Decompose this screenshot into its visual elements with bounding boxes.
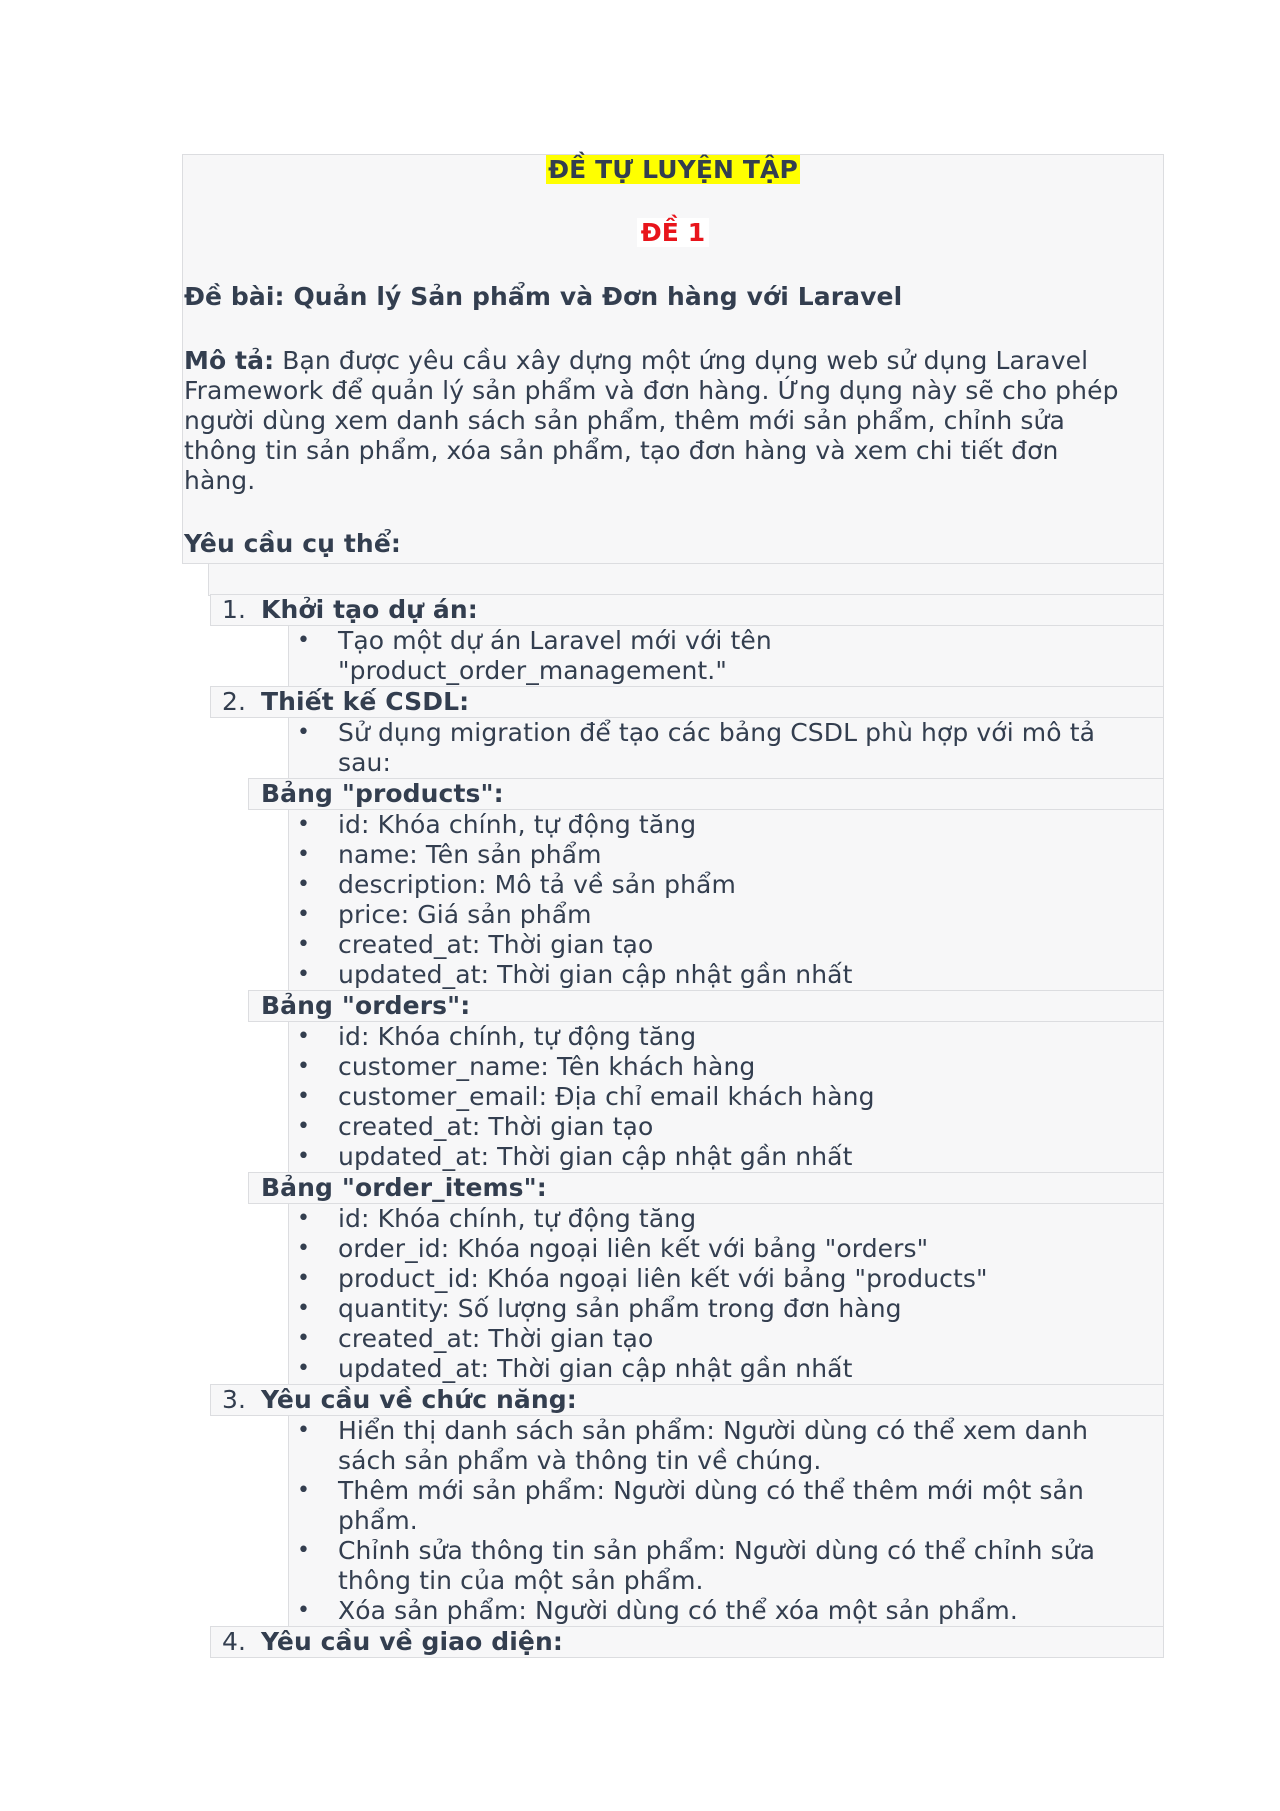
bullet-marker: • <box>297 1356 310 1381</box>
section-2-title: Thiết kế CSDL: <box>261 687 470 716</box>
products-field-5: created_at: Thời gian tạo <box>338 930 654 959</box>
description-line-4: thông tin sản phẩm, xóa sản phẩm, tạo đơn hàng và xem chi tiết đơn <box>184 436 1059 465</box>
bullet-marker: • <box>297 1236 310 1261</box>
doc-subtitle-text: ĐỀ 1 <box>637 218 710 247</box>
section-2-bullet-1-line-1: Sử dụng migration để tạo các bảng CSDL phù hợp với mô tả <box>338 718 1096 747</box>
bullet-marker: • <box>297 1084 310 1109</box>
order-items-field-3: product_id: Khóa ngoại liên kết với bảng "products" <box>338 1264 988 1293</box>
section-3-bullet-1-line-2: sách sản phẩm và thông tin về chúng. <box>338 1446 822 1475</box>
bullet-marker: • <box>297 1598 310 1623</box>
section-2-number: 2. <box>222 687 247 716</box>
bullet-marker: • <box>297 1538 310 1563</box>
description-line-5: hàng. <box>184 466 256 495</box>
orders-field-1: id: Khóa chính, tự động tăng <box>338 1022 697 1051</box>
bullet-marker: • <box>297 932 310 957</box>
orders-field-4: created_at: Thời gian tạo <box>338 1112 654 1141</box>
doc-title <box>182 155 1164 185</box>
description-label: Mô tả: <box>184 346 275 375</box>
bullet-marker: • <box>297 842 310 867</box>
section-3-bullet-1-line-1: Hiển thị danh sách sản phẩm: Người dùng có thể xem danh <box>338 1416 1089 1445</box>
section-4-title: Yêu cầu về giao diện: <box>261 1627 563 1656</box>
section-1-title: Khởi tạo dự án: <box>261 595 478 624</box>
orders-field-3: customer_email: Địa chỉ email khách hàng <box>338 1082 875 1111</box>
table-products-heading: Bảng "products": <box>261 779 504 808</box>
bullet-marker: • <box>297 1024 310 1049</box>
doc-subtitle <box>182 218 1164 248</box>
divider-strip <box>208 564 1164 596</box>
products-field-6: updated_at: Thời gian cập nhật gần nhất <box>338 960 853 989</box>
bullet-marker: • <box>297 1206 310 1231</box>
section-1-number: 1. <box>222 595 247 624</box>
products-field-3: description: Mô tả về sản phẩm <box>338 870 736 899</box>
bullet-marker: • <box>297 812 310 837</box>
section-4-number: 4. <box>222 1627 247 1656</box>
orders-field-2: customer_name: Tên khách hàng <box>338 1052 756 1081</box>
section-1-bullet-1-line-2: "product_order_management." <box>338 656 727 685</box>
order-items-field-1: id: Khóa chính, tự động tăng <box>338 1204 697 1233</box>
bullet-marker: • <box>297 1326 310 1351</box>
table-orders-heading: Bảng "orders": <box>261 991 471 1020</box>
topic-heading: Đề bài: Quản lý Sản phẩm và Đơn hàng với Laravel <box>184 282 903 311</box>
description-text-1: Bạn được yêu cầu xây dựng một ứng dụng web sử dụng Laravel <box>274 346 1089 375</box>
requirements-heading: Yêu cầu cụ thể: <box>184 529 401 558</box>
products-field-2: name: Tên sản phẩm <box>338 840 602 869</box>
description-line-3: người dùng xem danh sách sản phẩm, thêm mới sản phẩm, chỉnh sửa <box>184 406 1065 435</box>
section-3-bullet-4-line-1: Xóa sản phẩm: Người dùng có thể xóa một sản phẩm. <box>338 1596 1018 1625</box>
bullet-marker: • <box>297 872 310 897</box>
bullet-marker: • <box>297 1114 310 1139</box>
section-3-title: Yêu cầu về chức năng: <box>261 1385 577 1414</box>
bullet-marker: • <box>297 720 310 745</box>
bullet-marker: • <box>297 1266 310 1291</box>
order-items-field-6: updated_at: Thời gian cập nhật gần nhất <box>338 1354 853 1383</box>
bullet-marker: • <box>297 1144 310 1169</box>
order-items-field-4: quantity: Số lượng sản phẩm trong đơn hàng <box>338 1294 902 1323</box>
bullet-marker: • <box>297 628 310 653</box>
products-field-4: price: Giá sản phẩm <box>338 900 592 929</box>
bullet-marker: • <box>297 1296 310 1321</box>
products-field-1: id: Khóa chính, tự động tăng <box>338 810 697 839</box>
doc-title-text: ĐỀ TỰ LUYỆN TẬP <box>548 155 798 184</box>
section-3-bullet-2-line-1: Thêm mới sản phẩm: Người dùng có thể thêm mới một sản <box>338 1476 1084 1505</box>
bullet-marker: • <box>297 1478 310 1503</box>
section-3-bullet-2-line-2: phẩm. <box>338 1506 418 1535</box>
section-3-bullet-3-line-1: Chỉnh sửa thông tin sản phẩm: Người dùng có thể chỉnh sửa <box>338 1536 1096 1565</box>
bullet-marker: • <box>297 1418 310 1443</box>
order-items-field-2: order_id: Khóa ngoại liên kết với bảng "orders" <box>338 1234 929 1263</box>
section-3-number: 3. <box>222 1385 247 1414</box>
description-line-1 <box>184 346 1088 376</box>
description-line-2: Framework để quản lý sản phẩm và đơn hàng. Ứng dụng này sẽ cho phép <box>184 376 1119 405</box>
bullet-marker: • <box>297 902 310 927</box>
bullet-marker: • <box>297 1054 310 1079</box>
section-3-bullet-3-line-2: thông tin của một sản phẩm. <box>338 1566 704 1595</box>
bullet-marker: • <box>297 962 310 987</box>
table-order-items-heading: Bảng "order_items": <box>261 1173 547 1202</box>
section-2-bullet-1-line-2: sau: <box>338 748 392 777</box>
order-items-field-5: created_at: Thời gian tạo <box>338 1324 654 1353</box>
section-1-bullet-1-line-1: Tạo một dự án Laravel mới với tên <box>338 626 772 655</box>
orders-field-5: updated_at: Thời gian cập nhật gần nhất <box>338 1142 853 1171</box>
